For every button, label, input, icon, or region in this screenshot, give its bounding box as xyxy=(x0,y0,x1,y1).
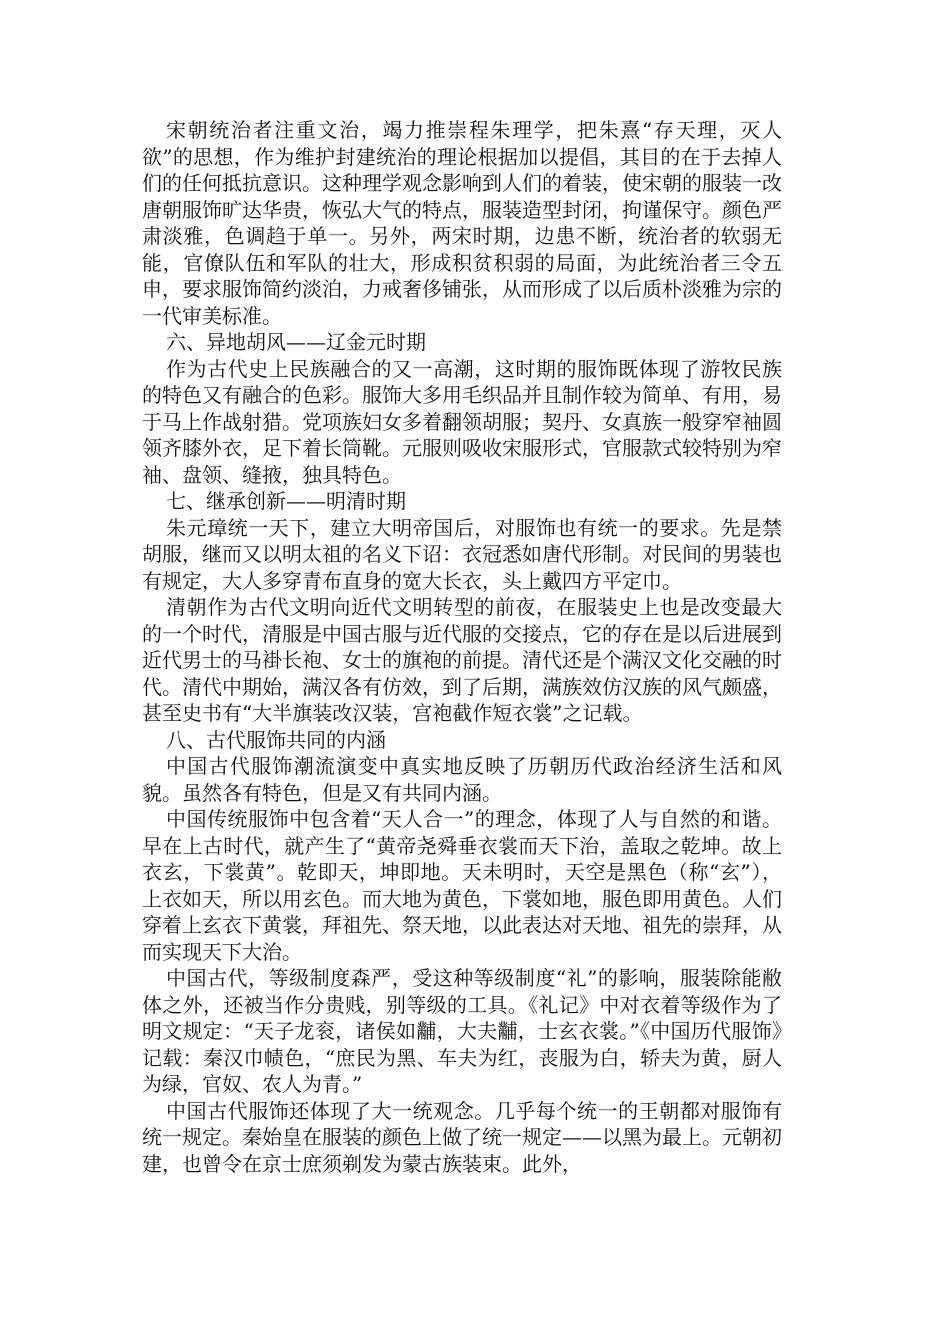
paragraph-intro-connotation: 中国古代服饰潮流演变中真实地反映了历朝历代政治经济生活和风貌。虽然各有特色，但是又有共同内涵。 xyxy=(142,754,782,805)
section-heading-common-connotation: 八、古代服饰共同的内涵 xyxy=(166,727,386,752)
paragraph-ming: 朱元璋统一天下，建立大明帝国后，对服饰也有统一的要求。先是禁胡服，继而又以明太祖的名义下诏：衣冠悉如唐代形制。对民间的男装也有规定，大人多穿青布直身的宽大长衣，头上戴四方平定巾。 xyxy=(142,515,782,593)
paragraph-liao-jin-yuan: 作为古代史上民族融合的又一高潮，这时期的服饰既体现了游牧民族的特色又有融合的色彩。服饰大多用毛织品并且制作较为简单、有用，易于马上作战射猎。党项族妇女多着翻领胡服；契丹、女真族一般穿窄袖圆领齐膝外衣，足下着长筒靴。元服则吸收宋服形式，官服款式较特别为窄袖、盘领、缝掖，独具特色。 xyxy=(142,356,782,487)
section-heading-liao-jin-yuan: 六、异地胡风——辽金元时期 xyxy=(166,330,426,354)
paragraph-hierarchy: 中国古代，等级制度森严，受这种等级制度“礼”的影响，服装除能敝体之外，还被当作分贵贱，别等级的工具。《礼记》中对衣着等级作为了明文规定：“天子龙衮，诸侯如黼，大夫黼，士玄衣裳。”《中国历代服饰》记载：秦汉巾帻色，“庶民为黑、车夫为红，丧服为白，轿夫为黄，厨人为绿，官奴、农人为青。” xyxy=(142,966,782,1096)
paragraph-song-dynasty: 宋朝统治者注重文治，竭力推崇程朱理学，把朱熹“存天理，灭人欲”的思想，作为维护封建统治的理论根据加以提倡，其目的在于去掉人们的任何抵抗意识。这种理学观念影响到人们的着装，使宋朝的服装一改唐朝服饰旷达华贵，恢弘大气的特点，服装造型封闭，拘谨保守。颜色严肃淡雅，色调趋于单一。另外，两宋时期，边患不断，统治者的软弱无能，官僚队伍和军队的壮大，形成积贫积弱的局面，为此统治者三令五申，要求服饰简约淡泊，力戒奢侈铺张，从而形成了以后质朴淡雅为宗的一代审美标准。 xyxy=(142,118,782,328)
paragraph-heaven-man-unity: 中国传统服饰中包含着“天人合一”的理念，体现了人与自然的和谐。早在上古时代，就产生了“黄帝尧舜垂衣裳而天下治，盖取之乾坤。故上衣玄，下裳黄”。乾即天，坤即地。天未明时，天空是黑色（称“玄”），上衣如天，所以用玄色。而大地为黄色，下裳如地，服色即用黄色。人们穿着上玄衣下黄裳，拜祖先、祭天地，以此表达对天地、祖先的崇拜，从而实现天下大治。 xyxy=(142,807,782,964)
section-heading-ming-qing: 七、继承创新——明清时期 xyxy=(166,489,406,513)
paragraph-qing: 清朝作为古代文明向近代文明转型的前夜，在服装史上也是改变最大的一个时代，清服是中国古服与近代服的交接点，它的存在是以后进展到近代男士的马褂长袍、女士的旗袍的前提。清代还是个满汉文化交融的时代。清代中期始，满汉各有仿效，到了后期，满族效仿汉族的风气颇盛，甚至史书有“大半旗装改汉装，宫袍截作短衣裳”之记载。 xyxy=(142,595,782,725)
paragraph-unification: 中国古代服饰还体现了大一统观念。几乎每个统一的王朝都对服饰有统一规定。秦始皇在服装的颜色上做了统一规定——以黑为最上。元朝初建，也曾令在京士庶须剃发为蒙古族装束。此外， xyxy=(142,1098,782,1176)
document-body xyxy=(142,117,782,1177)
